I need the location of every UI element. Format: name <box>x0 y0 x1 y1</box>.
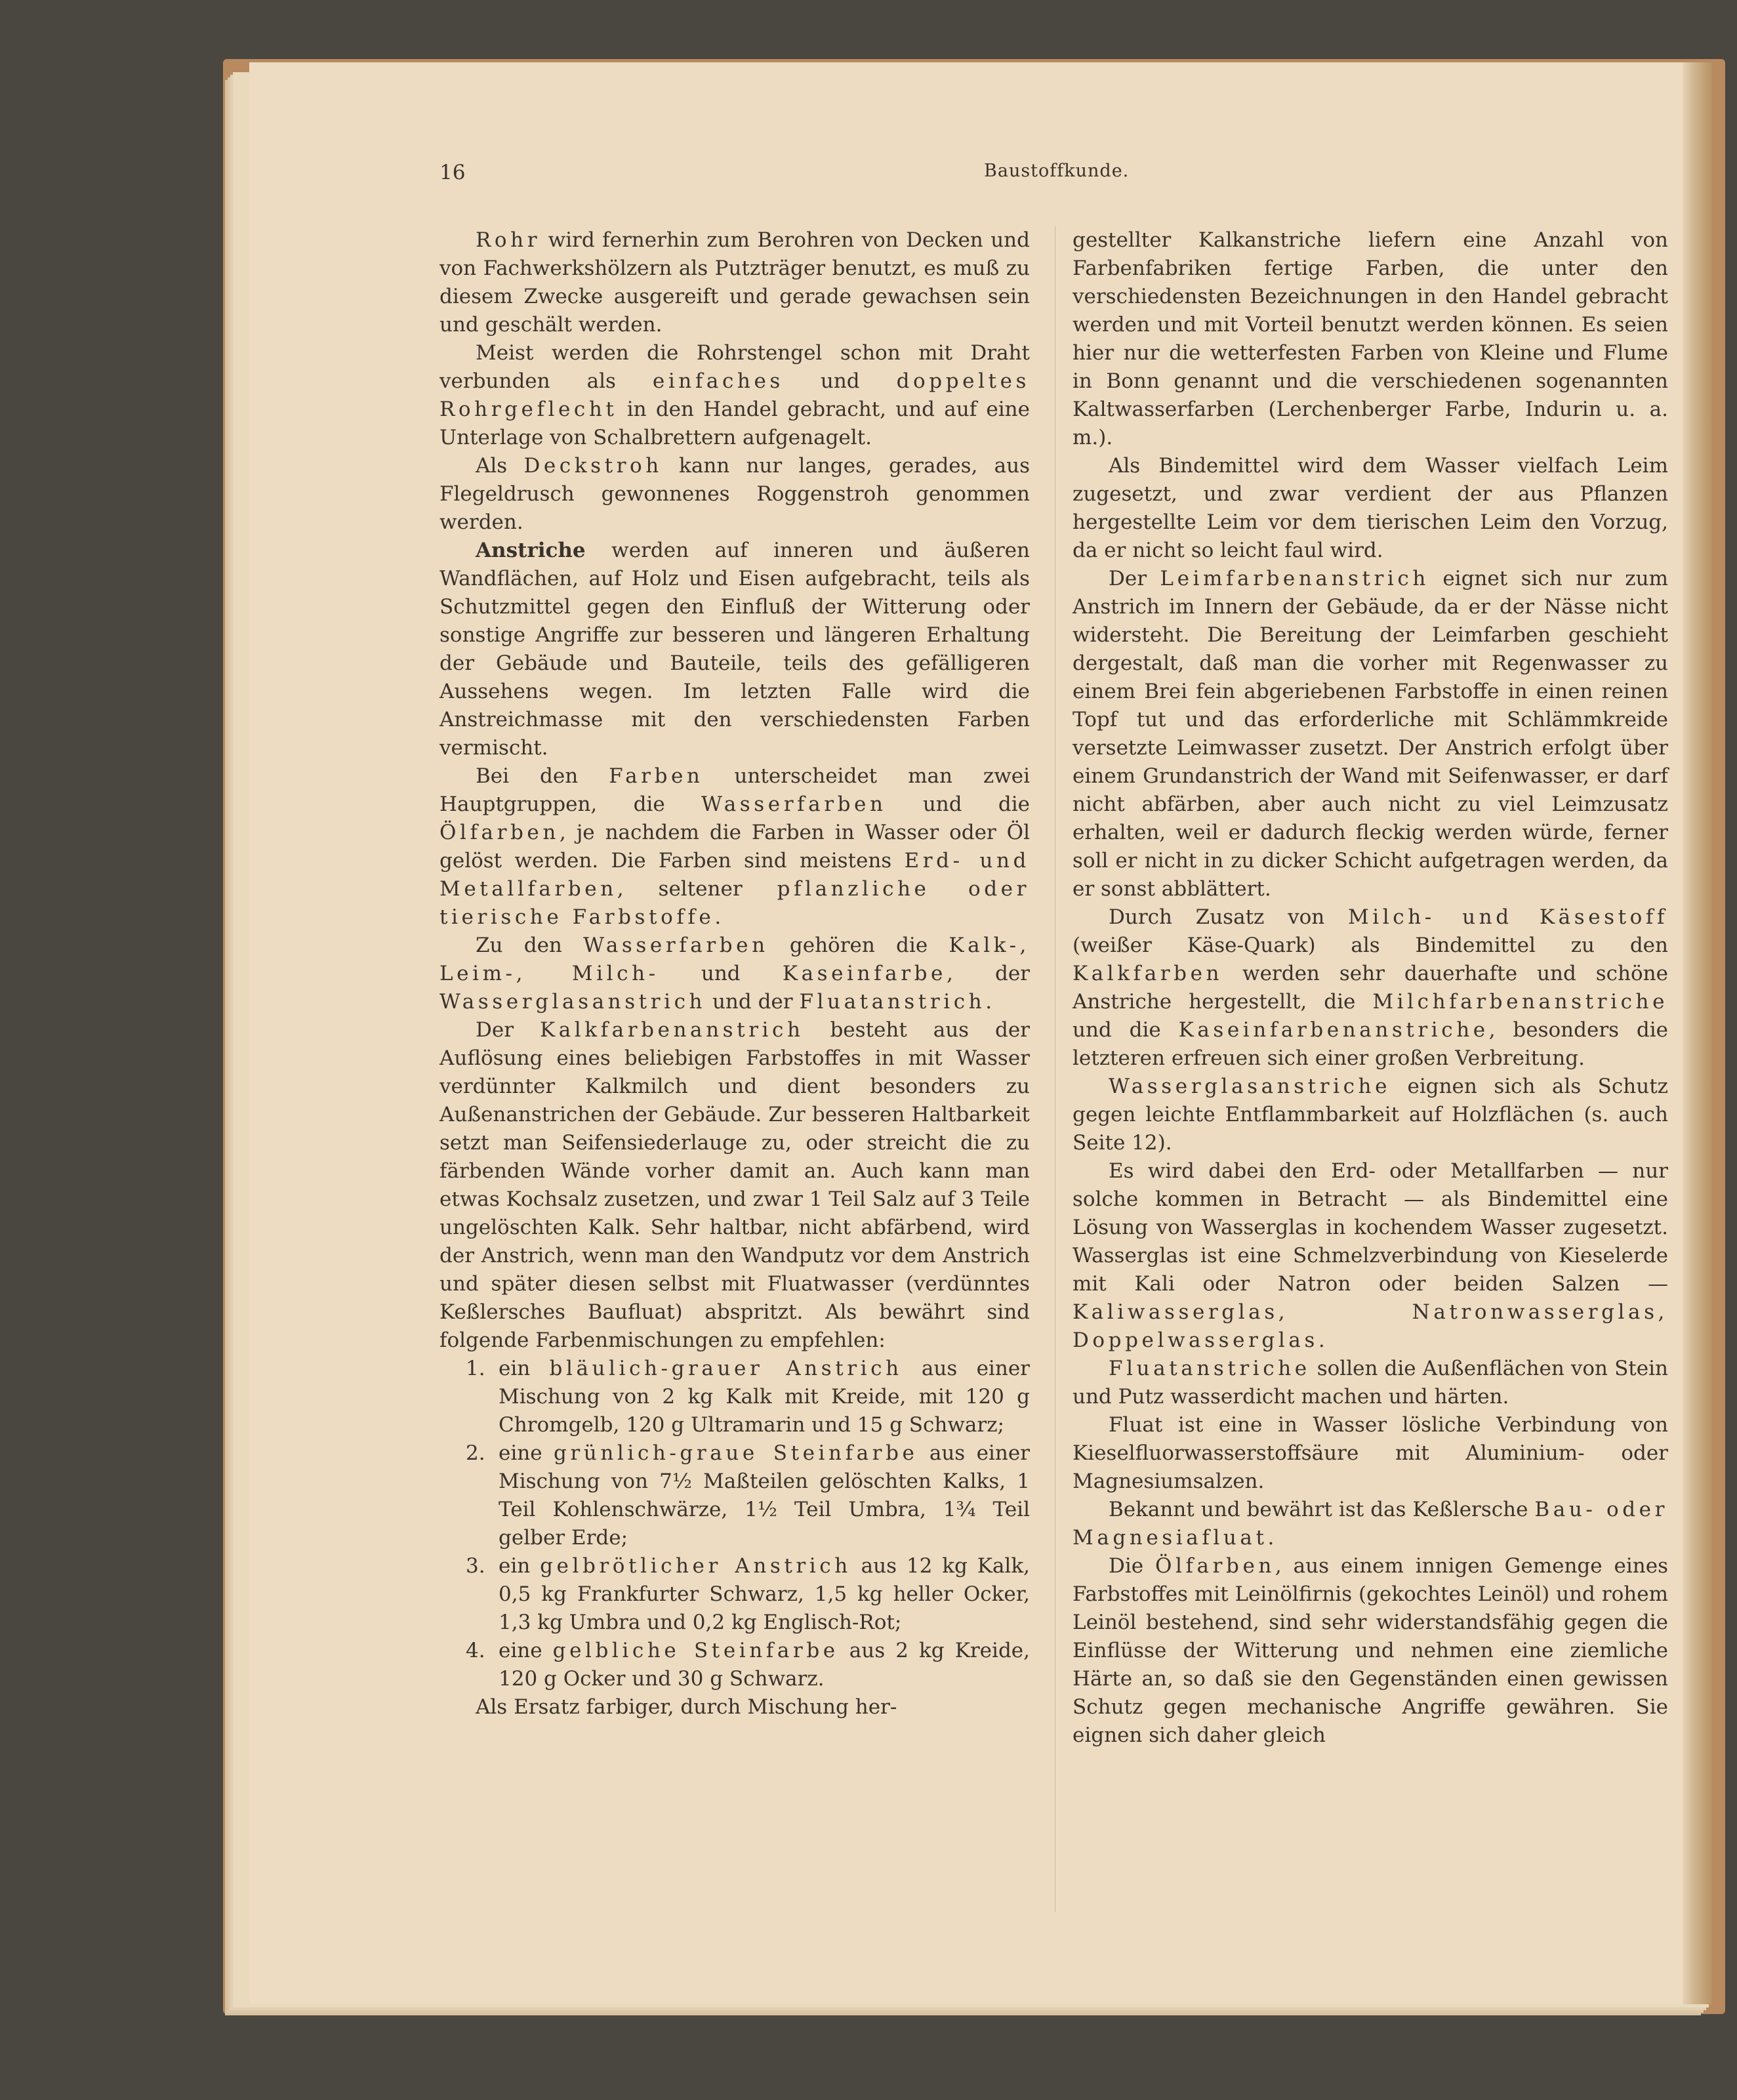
paragraph-bindemittel: Als Bindemittel wird dem Wasser vielfach Leim zugesetzt, und zwar verdient der aus Pflanzen hergestellte Leim vor dem tierischen Leim den Vorzug, da er nicht so leicht faul wird. <box>1073 454 1668 562</box>
paragraph-farben: Bei den Farben unterscheidet man zwei Hauptgruppen, die Wasserfarben und die Ölfarben, je nachdem die Farben in Wasser oder Öl gelöst werden. Die Farben sind meistens Erd- und Metallfarben, seltener pflanzliche oder tierische Farbstoffe. <box>439 764 1031 929</box>
paragraph-fluat: Fluat ist eine in Wasser lösliche Verbindung von Kieselfluorwasserstoffsäure mit Aluminium- oder Magnesiumsalzen. <box>1073 1413 1668 1493</box>
book-page <box>249 62 1712 2004</box>
paragraph-ersatz: Als Ersatz farbiger, durch Mischung her- <box>476 1695 897 1719</box>
paragraph-leimfarbenanstrich: Der Leimfarbenanstrich eignet sich nur zum Anstrich im Innern der Gebäude, da er der Nässe nicht widersteht. Die Bereitung der Leimfarben geschieht dergestalt, daß man die vorher mit Regenwasser zu einem Brei fein abgeriebenen Farbstoffe in einen reinen Topf tut und das erforderliche mit Schlämmkreide versetzte Leimwasser zusetzt. Der Anstrich erfolgt über einem Grundanstrich der Wand mit Seifenwasser, er darf nicht abfärben, aber auch nicht zu viel Leimzusatz erhalten, weil er dadurch fleckig werden würde, ferner soll er nicht in zu dicker Schicht aufgetragen werden, da er sonst abblättert. <box>1073 567 1668 901</box>
color-mixture-list <box>439 1355 1030 1693</box>
page-gutter-shadow <box>1683 62 1712 2004</box>
running-title: Baustoffkunde. <box>984 161 1130 181</box>
list-item: 2. eine grünlich-graue Steinfarbe aus einer Mischung von 7½ Maßteilen gelöschten Kalks, 1 Teil Kohlenschwärze, 1½ Teil Umbra, 1¾ Teil gelber Erde; <box>466 1441 1030 1550</box>
paragraph-kalkfarbenanstrich: Der Kalkfarbenanstrich besteht aus der Auflösung eines beliebigen Farbstoffes in mit Wasser verdünnter Kalkmilch und dient besonders zu Außenanstrichen der Gebäude. Zur besseren Haltbarkeit setzt man Seifensiederlauge zu, oder streicht die zu färbenden Wände vorher damit an. Auch kann man etwas Kochsalz zusetzen, und zwar 1 Teil Salz auf 3 Teile ungelöschten Kalk. Sehr haltbar, nicht abfärbend, wird der Anstrich, wenn man den Wandputz vor dem Anstrich und später diesen selbst mit Fluatwasser (verdünntes Keßlersches Baufluat) abspritzt. Als bewährt sind folgende Farbenmischungen zu empfehlen: <box>439 1018 1030 1352</box>
paragraph-kalkanstriche-continued: gestellter Kalkanstriche liefern eine Anzahl von Farbenfabriken fertige Farben, die unter den verschiedensten Bezeichnungen in den Handel gebracht werden und mit Vorteil benutzt werden können. Es seien hier nur die wetterfesten Farben von Kleine und Flume in Bonn genannt und die verschiedenen sogenannten Kaltwasserfarben (Lerchenberger Farbe, Indurin u. a. m.). <box>1073 228 1668 449</box>
paragraph-wasserglas: Es wird dabei den Erd- oder Metallfarben — nur solche kommen in Betracht — als Bindemittel eine Lösung von Wasserglas in kochendem Wasser zugesetzt. Wasserglas ist eine Schmelzverbindung von Kieselerde mit Kali oder Natron oder beiden Salzen — Kaliwasserglas, Natronwasserglas, Doppelwasserglas. <box>1073 1159 1668 1352</box>
list-item: 4. eine gelbliche Steinfarbe aus 2 kg Kreide, 120 g Ocker und 30 g Schwarz. <box>466 1639 1030 1691</box>
paragraph-wasserglasanstriche: Wasserglasanstriche eignen sich als Schutz gegen leichte Entflammbarkeit auf Holzflächen (s. auch Seite 12). <box>1073 1075 1668 1155</box>
paragraph-wasserfarben: Zu den Wasserfarben gehören die Kalk-, Leim-, Milch- und Kaseinfarbe, der Wasserglasanstrich und der Fluatanstrich. <box>439 934 1031 1014</box>
left-column <box>439 226 1030 1721</box>
running-head <box>249 161 1712 194</box>
paragraph-magnesiafluat: Bekannt und bewährt ist das Keßlersche Bau- oder Magnesiafluat. <box>1073 1498 1668 1550</box>
paragraph-rohrgeflecht: Meist werden die Rohrstengel schon mit Draht verbunden als einfaches und doppeltes Rohrgeflecht in den Handel gebracht, und auf eine Unterlage von Schalbrettern aufgenagelt. <box>439 341 1031 449</box>
list-item: 1. ein bläulich-grauer Anstrich aus einer Mischung von 2 kg Kalk mit Kreide, mit 120 g Chromgelb, 120 g Ultramarin und 15 g Schwarz; <box>466 1357 1030 1437</box>
page-number: 16 <box>439 161 466 184</box>
paragraph-oelfarben: Die Ölfarben, aus einem innigen Gemenge eines Farbstoffes mit Leinölfirnis (gekochtes Leinöl) und rohem Leinöl bestehend, sind sehr widerstandsfähig gegen die Einflüsse der Witterung und nehmen eine ziemliche Härte an, so daß sie den Gegenständen einen gewissen Schutz gegen mechanische Angriffe gewähren. Sie eignen sich daher gleich <box>1073 1554 1668 1747</box>
paragraph-deckstroh: Als Deckstroh kann nur langes, gerades, aus Flegeldrusch gewonnenes Roggenstroh genommen werden. <box>439 454 1030 534</box>
paragraph-milchfarben: Durch Zusatz von Milch- und Käsestoff (weißer Käse-Quark) als Bindemittel zu den Kalkfarben werden sehr dauerhafte und schöne Anstriche hergestellt, die Milchfarbenanstriche und die Kaseinfarbenanstriche, besonders die letzteren erfreuen sich einer großen Verbreitung. <box>1073 905 1669 1070</box>
paragraph-rohr: Rohr wird fernerhin zum Berohren von Decken und von Fachwerkshölzern als Putzträger benutzt, es muß zu diesem Zwecke ausgereift und gerade gewachsen sein und geschält werden. <box>439 228 1030 337</box>
right-column <box>1073 226 1668 1750</box>
paragraph-anstriche: Anstriche werden auf inneren und äußeren Wandflächen, auf Holz und Eisen aufgebracht, teils als Schutzmittel gegen den Einfluß der Witterung oder sonstige Angriffe zur besseren und längeren Erhaltung der Gebäude und Bauteile, teils des gefälligeren Aussehens wegen. Im letzten Falle wird die Anstreichmasse mit den verschiedensten Farben vermischt. <box>439 539 1030 760</box>
paragraph-fluatanstriche: Fluatanstriche sollen die Außenflächen von Stein und Putz wasserdicht machen und härten. <box>1073 1357 1668 1409</box>
list-item: 3. ein gelbrötlicher Anstrich aus 12 kg Kalk, 0,5 kg Frankfurter Schwarz, 1,5 kg heller Ocker, 1,3 kg Umbra und 0,2 kg Englisch-Rot; <box>466 1554 1030 1634</box>
